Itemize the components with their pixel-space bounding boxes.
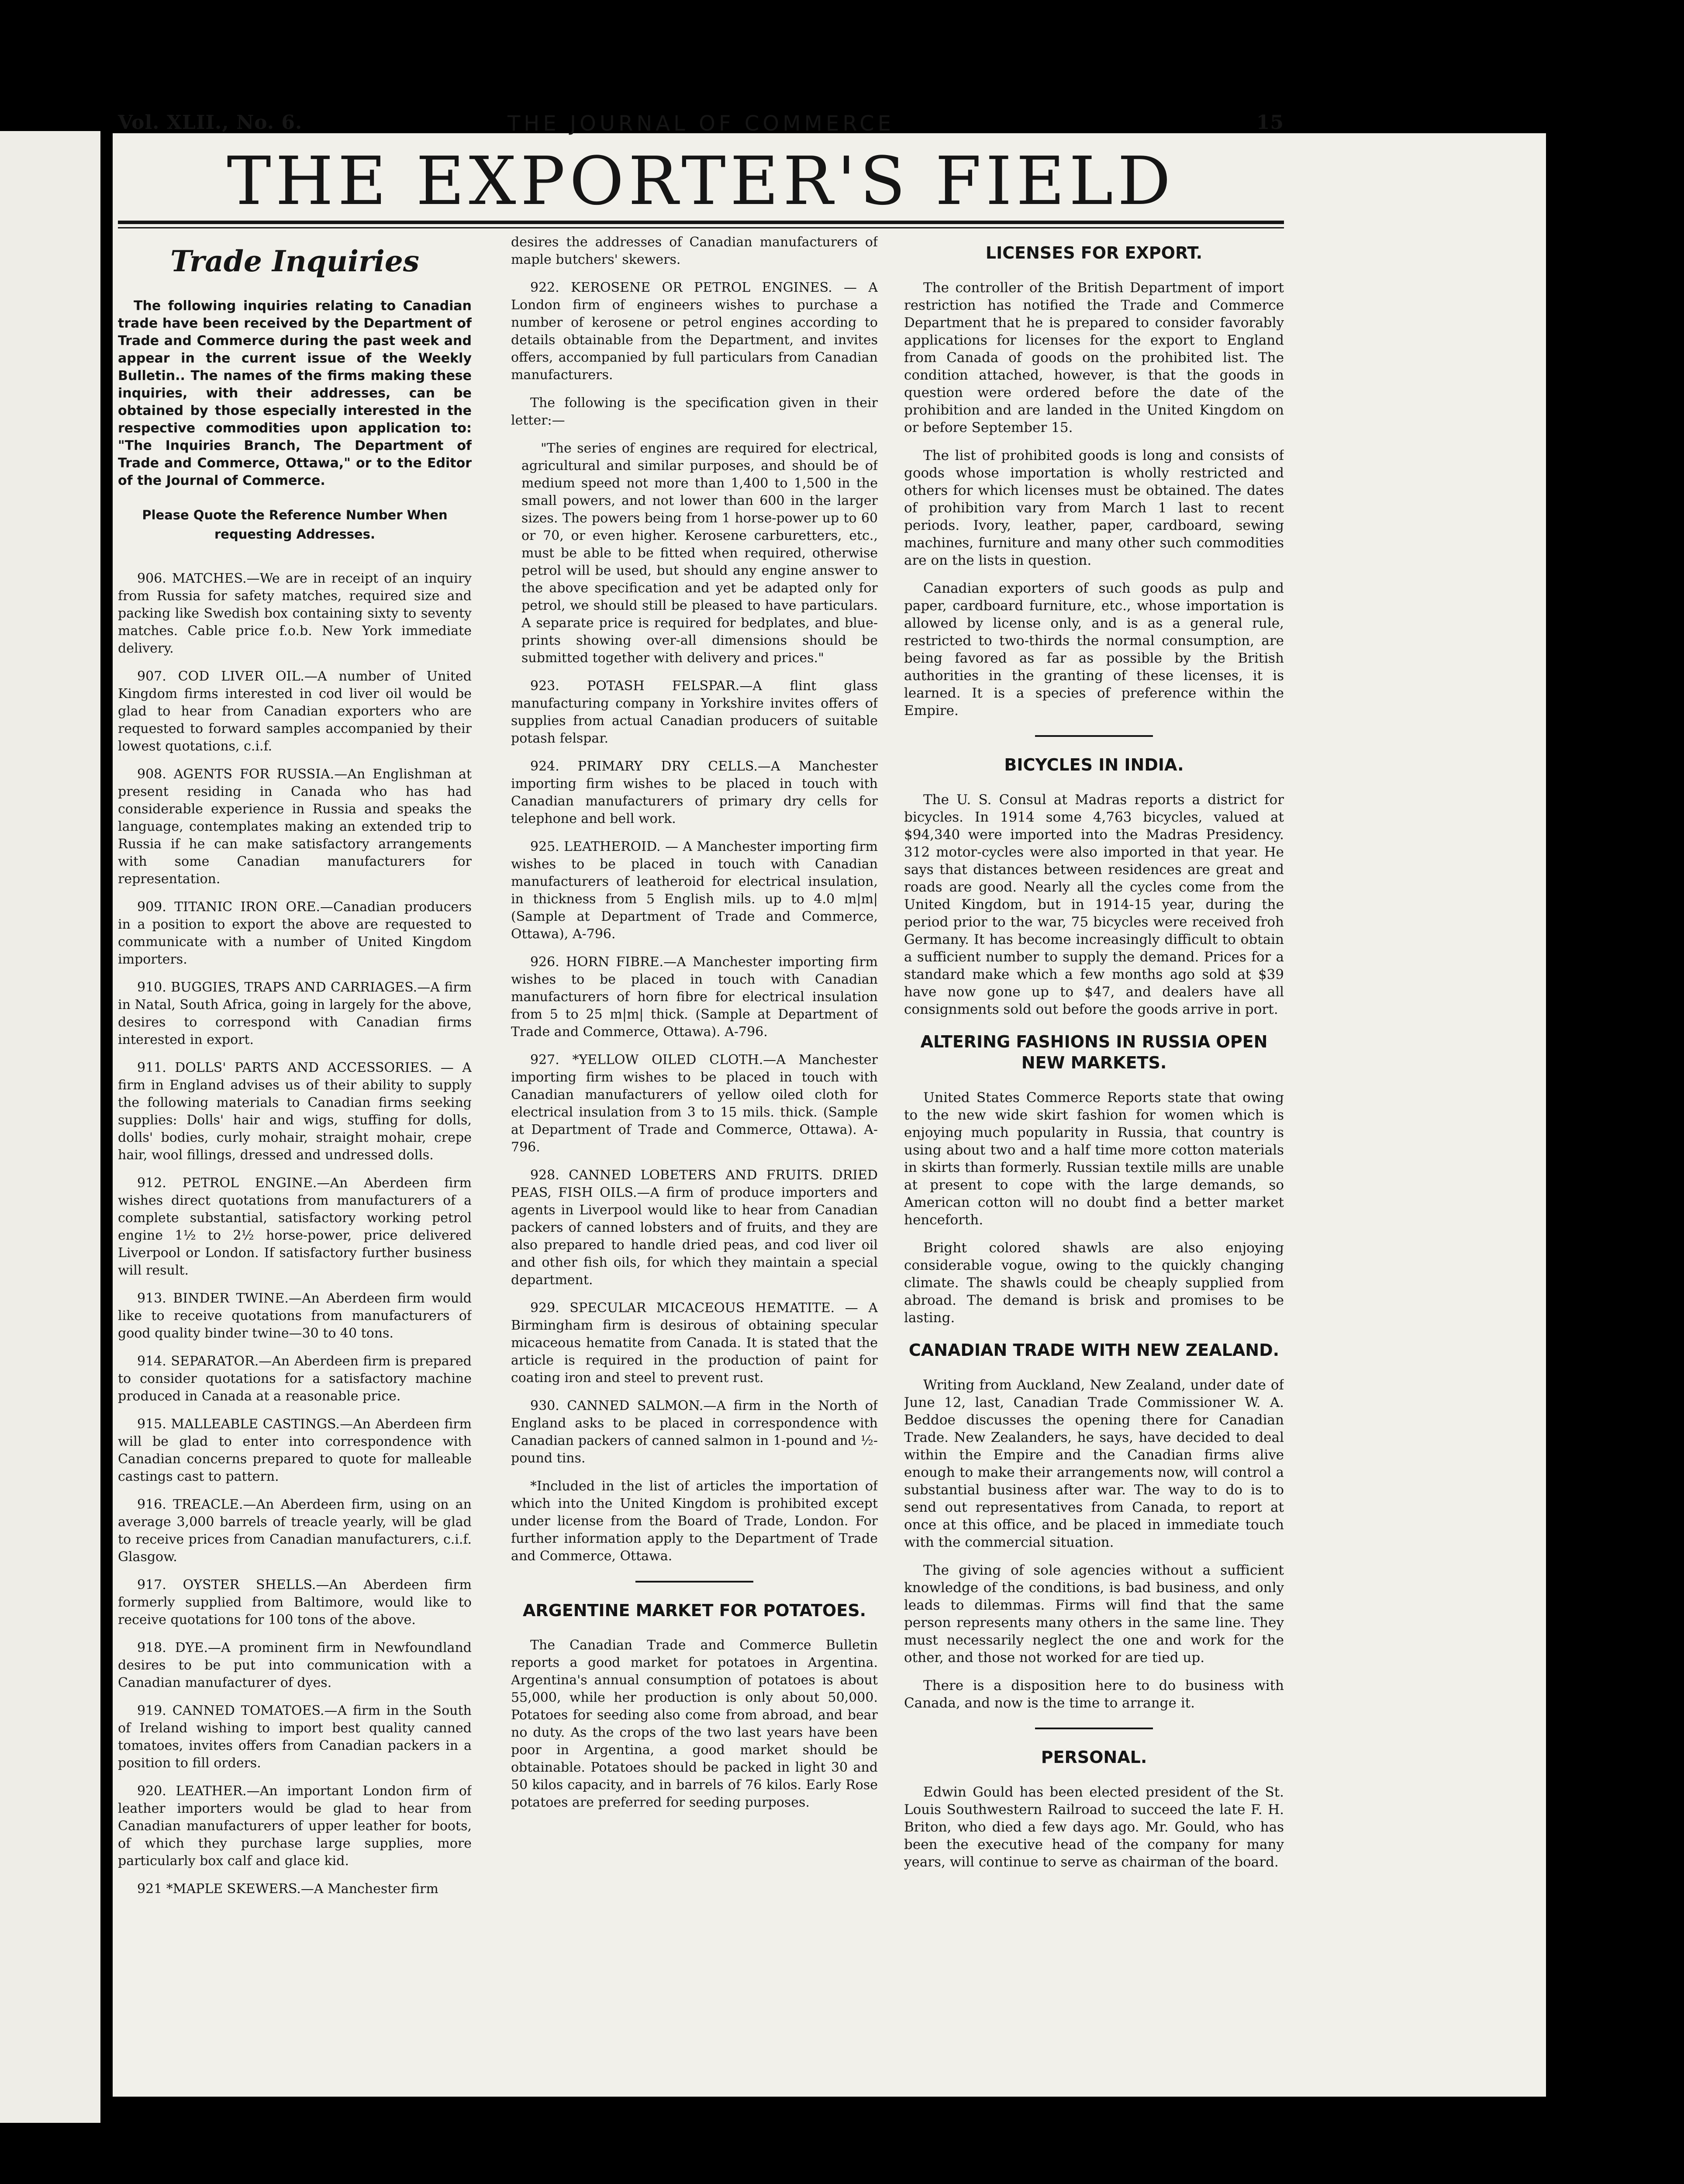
licenses-paragraph: The list of prohibited goods is long and consists of goods whose importation is wholly restricted and others for which licenses must be obtained. The dates of prohibition vary from March 1 last to recent periods. Ivory, leather, paper, cardboard, sewing machines, furniture and many other such commodities are on the lists in question. [904, 448, 1284, 568]
new-zealand-paragraph: Writing from Auckland, New Zealand, under date of June 12, last, Canadian Trade Commissioner W. A. Beddoe discusses the opening there for Canadian Trade. New Zealanders, he says, have decided to deal within the Empire and the Canadian firms alive enough to make their arrangements now, will control a substantial business after war. The way to do is to send out representatives from Canada, to report at once at this office, and be placed in immediate touch with the commercial situation. [904, 1377, 1284, 1550]
section-divider [635, 1581, 753, 1583]
section-divider [1035, 1728, 1153, 1729]
section-heading-personal: PERSONAL. [1041, 1748, 1147, 1767]
section-heading-fashions: ALTERING FASHIONS IN RUSSIA OPEN NEW MARKETS. [920, 1032, 1268, 1072]
inquiry-item: 910. BUGGIES, TRAPS AND CARRIAGES.—A firm in Natal, South Africa, going in largely for the above, desires to correspond with Canadian firms interested in export. [118, 980, 472, 1047]
inquiry-item: 921 *MAPLE SKEWERS.—A Manchester firm [137, 1881, 438, 1897]
personal-article: Edwin Gould has been elected president of the St. Louis Southwestern Railroad to succeed the late F. H. Briton, who died a few days ago. Mr. Gould, who has been the executive head of the company for many years, will continue to serve as chairman of the board. [904, 1784, 1284, 1870]
title-rule-thick [118, 221, 1284, 224]
section-heading-licenses: LICENSES FOR EXPORT. [985, 243, 1203, 263]
inquiry-item: 917. OYSTER SHELLS.—An Aberdeen firm formerly supplied from Baltimore, would like to receive quotations for 100 tons of the above. [118, 1577, 472, 1628]
licenses-paragraph: Canadian exporters of such goods as pulp and paper, cardboard furniture, etc., whose importation is allowed by license only, and is as a general rule, restricted to two-thirds the normal consumption, are being favored as far as possible by the British authorities in the granting of these licenses, it is learned. It is a species of preference within the Empire. [904, 581, 1284, 719]
inquiry-item: 924. PRIMARY DRY CELLS.—A Manchester importing firm wishes to be placed in touch with Canadian manufacturers of primary dry cells for telephone and bell work. [511, 759, 878, 826]
section-heading-argentine: ARGENTINE MARKET FOR POTATOES. [522, 1601, 866, 1620]
licenses-paragraph: The controller of the British Department of import restriction has notified the Trade and Commerce Department that he is prepared to consider favorably applications for licenses for the export to England from Canada of goods on the prohibited list. The condition attached, however, is that the goods in question were ordered before the date of the prohibition and are landed in the United Kingdom on or before September 15. [904, 280, 1284, 435]
page-number: 15 [1256, 111, 1284, 134]
inquiry-item: 923. POTASH FELSPAR.—A flint glass manufacturing company in Yorkshire invites offers of supplies from actual Canadian producers of suitable potash felspar. [511, 678, 878, 746]
inquiry-item: 906. MATCHES.—We are in receipt of an inquiry from Russia for safety matches, required size and packing like Swedish box containing sixty to seventy matches. Cable price f.o.b. New York immediate delivery. [118, 571, 472, 656]
inquiry-item: 928. CANNED LOBETERS AND FRUITS. DRIED PEAS, FISH OILS.—A firm of produce importers and agents in Liverpool would like to hear from Canadian packers of canned lobsters and of fruits, and they are also prepared to handle dried peas, and cod liver oil and other fish oils, for which they maintain a special department. [511, 1168, 878, 1288]
column-middle [511, 234, 878, 2068]
inquiry-item: 911. DOLLS' PARTS AND ACCESSORIES. — A firm in England advises us of their ability to supply the following materials to Canadian firms seeking supplies: Dolls' hair and wigs, stuffing for dolls, dolls' bodies, curly mohair, straight mohair, crepe hair, wool fillings, dressed and undressed dolls. [118, 1060, 472, 1163]
inquiry-item: 915. MALLEABLE CASTINGS.—An Aberdeen firm will be glad to enter into correspondence with Canadian concerns prepared to quote for malleable castings cast to pattern. [118, 1417, 472, 1484]
inquiry-item: 912. PETROL ENGINE.—An Aberdeen firm wishes direct quotations from manufacturers of a complete substantial, satisfactory working petrol engine 1½ to 2½ horse-power, price delivered Liverpool or London. If satisfactory further business will result. [118, 1175, 472, 1278]
inquiry-item: 922. KEROSENE OR PETROL ENGINES. — A London firm of engineers wishes to purchase a number of kerosene or petrol engines according to details obtainable from the Department, and invites offers, accompanied by full particulars from Canadian manufacturers. [511, 280, 878, 383]
section-heading-bicycles: BICYCLES IN INDIA. [1004, 755, 1184, 774]
title-rule-thin [118, 227, 1284, 228]
inquiry-item: 925. LEATHEROID. — A Manchester importing firm wishes to be placed in touch with Canadian manufacturers of leatheroid for electrical insulation, in thickness from 5 English mils. up to 4.0 m|m| (Sample at Department of Trade and Commerce, Ottawa), A-796. [511, 839, 878, 942]
fashions-paragraph: United States Commerce Reports state that owing to the new wide skirt fashion for women which is enjoying much popularity in Russia, that country is using about two and a half time more cotton materials in skirts than formerly. Russian textile mills are unable at present to cope with the large demands, so American cotton will no doubt find a better market henceforth. [904, 1090, 1284, 1228]
inquiry-item: 920. LEATHER.—An important London firm of leather importers would be glad to hear from Canadian manufacturers of upper leather for boots, of which they purchase large supplies, more particularly box calf and glace kid. [118, 1783, 472, 1869]
inquiry-item: 927. *YELLOW OILED CLOTH.—A Manchester importing firm wishes to be placed in touch with Canadian manufacturers of yellow oiled cloth for electrical insulation from 3 to 15 mils. thick. (Sample at Department of Trade and Commerce, Ottawa). A-796. [511, 1052, 878, 1155]
license-footnote: *Included in the list of articles the importation of which into the United Kingdom is prohibited except under license from the Board of Trade, London. For further information apply to the Department of Trade and Commerce, Ottawa. [511, 1479, 878, 1564]
new-zealand-paragraph: There is a disposition here to do business with Canada, and now is the time to arrange it. [904, 1678, 1284, 1711]
inquiry-item: 926. HORN FIBRE.—A Manchester importing firm wishes to be placed in touch with Canadian manufacturers of horn fibre for electrical insulation from 5 to 25 m|m| thick. (Sample at Department of Trade and Commerce, Ottawa). A-796. [511, 954, 878, 1040]
running-header [118, 111, 1284, 138]
inquiry-item: 930. CANNED SALMON.—A firm in the North of England asks to be placed in correspondence with Canadian packers of canned salmon in 1-pound and ½-pound tins. [511, 1398, 878, 1466]
inquiry-item: 909. TITANIC IRON ORE.—Canadian producers in a position to export the above are requested to communicate with a number of United Kingdom importers. [118, 899, 472, 967]
inquiry-item: 913. BINDER TWINE.—An Aberdeen firm would like to receive quotations from manufacturers of good quality binder twine—30 to 40 tons. [118, 1291, 472, 1341]
inquiry-item: 919. CANNED TOMATOES.—A firm in the South of Ireland wishing to import best quality canned tomatoes, invites offers from Canadian packers in a position to fill orders. [118, 1703, 472, 1771]
reference-note: Please Quote the Reference Number When requesting Addresses. [142, 508, 448, 542]
inquiry-item: The following is the specification given in their letter:— [511, 395, 878, 428]
new-zealand-paragraph: The giving of sole agencies without a sufficient knowledge of the conditions, is bad business, and only leads to dilemmas. Firms will find that the same person represents many others in the same line. They must necessarily neglect the one and work for the other, and those not worked for are tied up. [904, 1562, 1284, 1666]
engine-specification-quote: "The series of engines are required for electrical, agricultural and similar purposes, and should be of medium speed not more than 1,400 to 1,500 in the small powers, and not lower than 600 in the larger sizes. The powers being from 1 horse-power up to 60 or 70, or even higher. Kerosene carburetters, etc., must be able to be fitted when required, otherwise petrol will be used, but should any engine answer to the above specification and yet be adapted only for petrol, we should still be pleased to have particulars. A separate price is required for bedplates, and blue-prints showing over-all dimensions should be submitted together with delivery and prices." [521, 441, 878, 666]
column-right [904, 234, 1284, 2068]
inquiry-item: 914. SEPARATOR.—An Aberdeen firm is prepared to consider quotations for a satisfactory machine produced in Canada at a reasonable price. [118, 1354, 472, 1404]
fashions-paragraph: Bright colored shawls are also enjoying considerable vogue, owing to the quickly changing climate. The shawls could be cheaply supplied from abroad. The demand is brisk and promises to be lasting. [904, 1240, 1284, 1326]
column-trade-inquiries [118, 234, 472, 2068]
inquiry-item: 908. AGENTS FOR RUSSIA.—An Englishman at present residing in Canada who has had considerable experience in Russia and speaks the language, contemplates making an extended trip to Russia if he can make satisfactory arrangements with some Canadian manufacturers for representation. [118, 767, 472, 887]
inquiry-item: 907. COD LIVER OIL.—A number of United Kingdom firms interested in cod liver oil would be glad to hear from Canadian exporters who are requested to forward samples accompanied by their lowest quotations, c.i.f. [118, 669, 472, 754]
inquiry-item: 929. SPECULAR MICACEOUS HEMATITE. — A Birmingham firm is desirous of obtaining specular micaceous hematite from Canada. It is stated that the article is required in the production of paint for coating iron and steel to prevent rust. [511, 1300, 878, 1386]
section-heading-new-zealand: CANADIAN TRADE WITH NEW ZEALAND. [908, 1341, 1280, 1360]
section-divider [1035, 735, 1153, 737]
volume-number: Vol. XLII., No. 6. [118, 111, 303, 134]
journal-name: THE JOURNAL OF COMMERCE [507, 111, 895, 136]
inquiry-item: 918. DYE.—A prominent firm in Newfoundland desires to be put into communication with a Canadian manufacturer of dyes. [118, 1640, 472, 1690]
trade-inquiries-intro: The following inquiries relating to Canadian trade have been received by the Department of Trade and Commerce during the past week and appear in the current issue of the Weekly Bulletin.. The names of the firms making these inquiries, with their addresses, can be obtained by those especially interested in the respective commodities upon application to: "The Inquiries Branch, The Department of Trade and Commerce, Ottawa," or to the Editor of the Journal of Commerce. [118, 298, 472, 488]
inquiry-item: desires the addresses of Canadian manufacturers of maple butchers' skewers. [511, 235, 878, 267]
page-title: THE EXPORTER'S FIELD [227, 142, 1175, 220]
adjacent-page-edge [0, 131, 100, 2123]
argentine-article: The Canadian Trade and Commerce Bulletin reports a good market for potatoes in Argentina. Argentina's annual consumption of potatoes is about 55,000, while her production is only about 50,000. Potatoes for seeding also come from abroad, and bear no duty. As the crops of the two last years have been poor in Argentina, a good market should be obtainable. Potatoes should be packed in light 30 and 50 kilos capacity, and in barrels of 76 kilos. Early Rose potatoes are preferred for seeding purposes. [511, 1638, 878, 1810]
bicycles-article: The U. S. Consul at Madras reports a district for bicycles. In 1914 some 4,763 bicycles, valued at $94,340 were imported into the Madras Presidency. 312 motor-cycles were also imported in that year. He says that distances between residences are great and roads are good. Nearly all the cycles come from the United Kingdom, but in 1914-15 year, during the period prior to the war, 75 bicycles were received froh Germany. It has become increasingly difficult to obtain a sufficient number to supply the demand. Prices for a standard make which a few months ago sold at $39 have now gone up to $47, and dealers have all consignments sold out before the goods arrive in port. [904, 792, 1284, 1017]
section-heading-trade-inquiries: Trade Inquiries [170, 244, 420, 278]
inquiry-item: 916. TREACLE.—An Aberdeen firm, using on an average 3,000 barrels of treacle yearly, will be glad to receive prices from Canadian manufacturers, c.i.f. Glasgow. [118, 1497, 472, 1565]
